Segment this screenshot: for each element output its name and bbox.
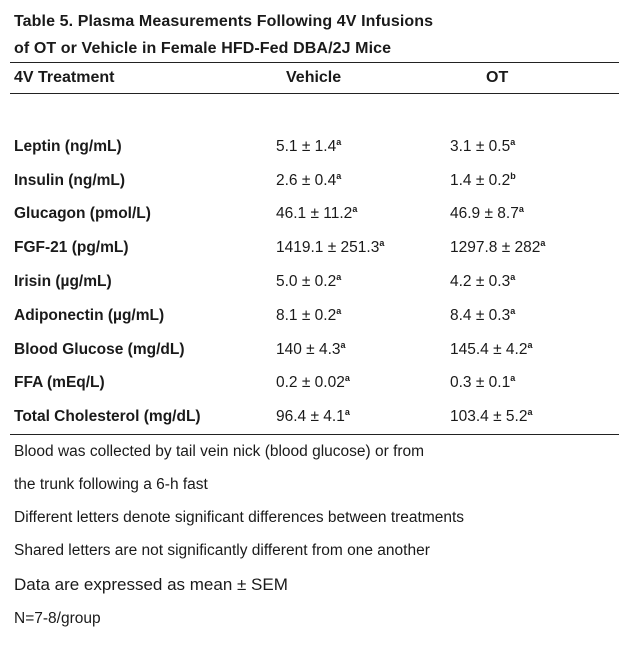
ot-cell — [450, 408, 619, 426]
ot-superscript: a — [527, 339, 533, 350]
vehicle-cell — [276, 374, 450, 392]
vehicle-cell — [276, 307, 450, 325]
vehicle-value: 140 ± 4.3 — [276, 340, 341, 358]
vehicle-superscript: a — [344, 373, 350, 384]
vehicle-value: 8.1 ± 0.2 — [276, 306, 337, 324]
row-label: Insulin (ng/mL) — [14, 171, 126, 189]
note-line: Data are expressed as mean ± SEM — [14, 574, 288, 594]
table-figure — [10, 8, 619, 635]
row-label: Irisin (µg/mL) — [14, 273, 112, 291]
ot-superscript: a — [510, 373, 516, 384]
vehicle-cell — [276, 172, 450, 190]
ot-superscript: a — [527, 407, 533, 418]
vehicle-superscript: a — [336, 305, 342, 316]
vehicle-superscript: a — [352, 204, 358, 215]
table-row — [10, 130, 619, 164]
ot-superscript: a — [510, 136, 516, 147]
table-row — [10, 231, 619, 265]
row-label: Adiponectin (µg/mL) — [14, 306, 165, 324]
row-label: Total Cholesterol (mg/dL) — [14, 408, 201, 426]
ot-value: 103.4 ± 5.2 — [450, 408, 528, 426]
ot-value: 3.1 ± 0.5 — [450, 137, 511, 155]
note-line: Blood was collected by tail vein nick (blood glucose) or from — [14, 442, 425, 460]
ot-cell — [450, 273, 619, 291]
vehicle-cell — [276, 408, 450, 426]
table-row — [10, 164, 619, 198]
vehicle-value: 5.0 ± 0.2 — [276, 273, 337, 291]
vehicle-cell — [276, 341, 450, 359]
ot-value: 8.4 ± 0.3 — [450, 306, 511, 324]
vehicle-value: 46.1 ± 11.2 — [276, 205, 353, 223]
note-line: the trunk following a 6-h fast — [14, 475, 208, 493]
row-label: FFA (mEq/L) — [14, 374, 105, 392]
table-notes — [10, 435, 619, 635]
row-label: Blood Glucose (mg/dL) — [14, 340, 185, 358]
vehicle-superscript: a — [336, 136, 342, 147]
ot-superscript: a — [540, 238, 546, 249]
header-vehicle: Vehicle — [286, 69, 342, 86]
ot-cell — [450, 341, 619, 359]
ot-cell — [450, 239, 619, 257]
ot-superscript: b — [510, 170, 516, 181]
ot-cell — [450, 307, 619, 325]
ot-value: 1297.8 ± 282 — [450, 239, 541, 257]
vehicle-superscript: a — [340, 339, 346, 350]
vehicle-superscript: a — [379, 238, 385, 249]
ot-cell — [450, 374, 619, 392]
table-title-line-1: Table 5. Plasma Measurements Following 4V Infusions — [14, 13, 434, 30]
table-row — [10, 400, 619, 434]
row-label: Leptin (ng/mL) — [14, 137, 122, 155]
vehicle-value: 0.2 ± 0.02 — [276, 374, 345, 392]
ot-value: 0.3 ± 0.1 — [450, 374, 511, 392]
ot-value: 46.9 ± 8.7 — [450, 205, 519, 223]
vehicle-cell — [276, 273, 450, 291]
table-row — [10, 198, 619, 232]
table-row — [10, 265, 619, 299]
note-line: Different letters denote significant differences between treatments — [14, 508, 465, 526]
row-label: Glucagon (pmol/L) — [14, 205, 151, 223]
header-row — [10, 63, 619, 93]
header-treatment: 4V Treatment — [14, 69, 115, 86]
ot-superscript: a — [510, 272, 516, 283]
note-line: Shared letters are not significantly different from one another — [14, 541, 430, 559]
note-line: N=7-8/group — [14, 609, 101, 627]
table-body — [10, 130, 619, 434]
ot-value: 145.4 ± 4.2 — [450, 340, 528, 358]
ot-cell — [450, 205, 619, 223]
ot-superscript: a — [510, 305, 516, 316]
table-row — [10, 333, 619, 367]
vehicle-cell — [276, 239, 450, 257]
vehicle-superscript: a — [344, 407, 350, 418]
table-row — [10, 299, 619, 333]
vehicle-superscript: a — [336, 272, 342, 283]
vehicle-value: 1419.1 ± 251.3 — [276, 239, 380, 257]
vehicle-cell — [276, 205, 450, 223]
vehicle-value: 96.4 ± 4.1 — [276, 408, 345, 426]
spacer — [10, 94, 619, 130]
row-label: FGF-21 (pg/mL) — [14, 239, 129, 257]
ot-cell — [450, 138, 619, 156]
ot-superscript: a — [518, 204, 524, 215]
ot-value: 1.4 ± 0.2 — [450, 171, 511, 189]
header-ot: OT — [486, 69, 509, 86]
vehicle-value: 5.1 ± 1.4 — [276, 137, 337, 155]
vehicle-value: 2.6 ± 0.4 — [276, 171, 337, 189]
ot-cell — [450, 172, 619, 190]
vehicle-cell — [276, 138, 450, 156]
table-title-line-2: of OT or Vehicle in Female HFD-Fed DBA/2J Mice — [14, 40, 392, 57]
table-row — [10, 367, 619, 401]
vehicle-superscript: a — [336, 170, 342, 181]
ot-value: 4.2 ± 0.3 — [450, 273, 511, 291]
